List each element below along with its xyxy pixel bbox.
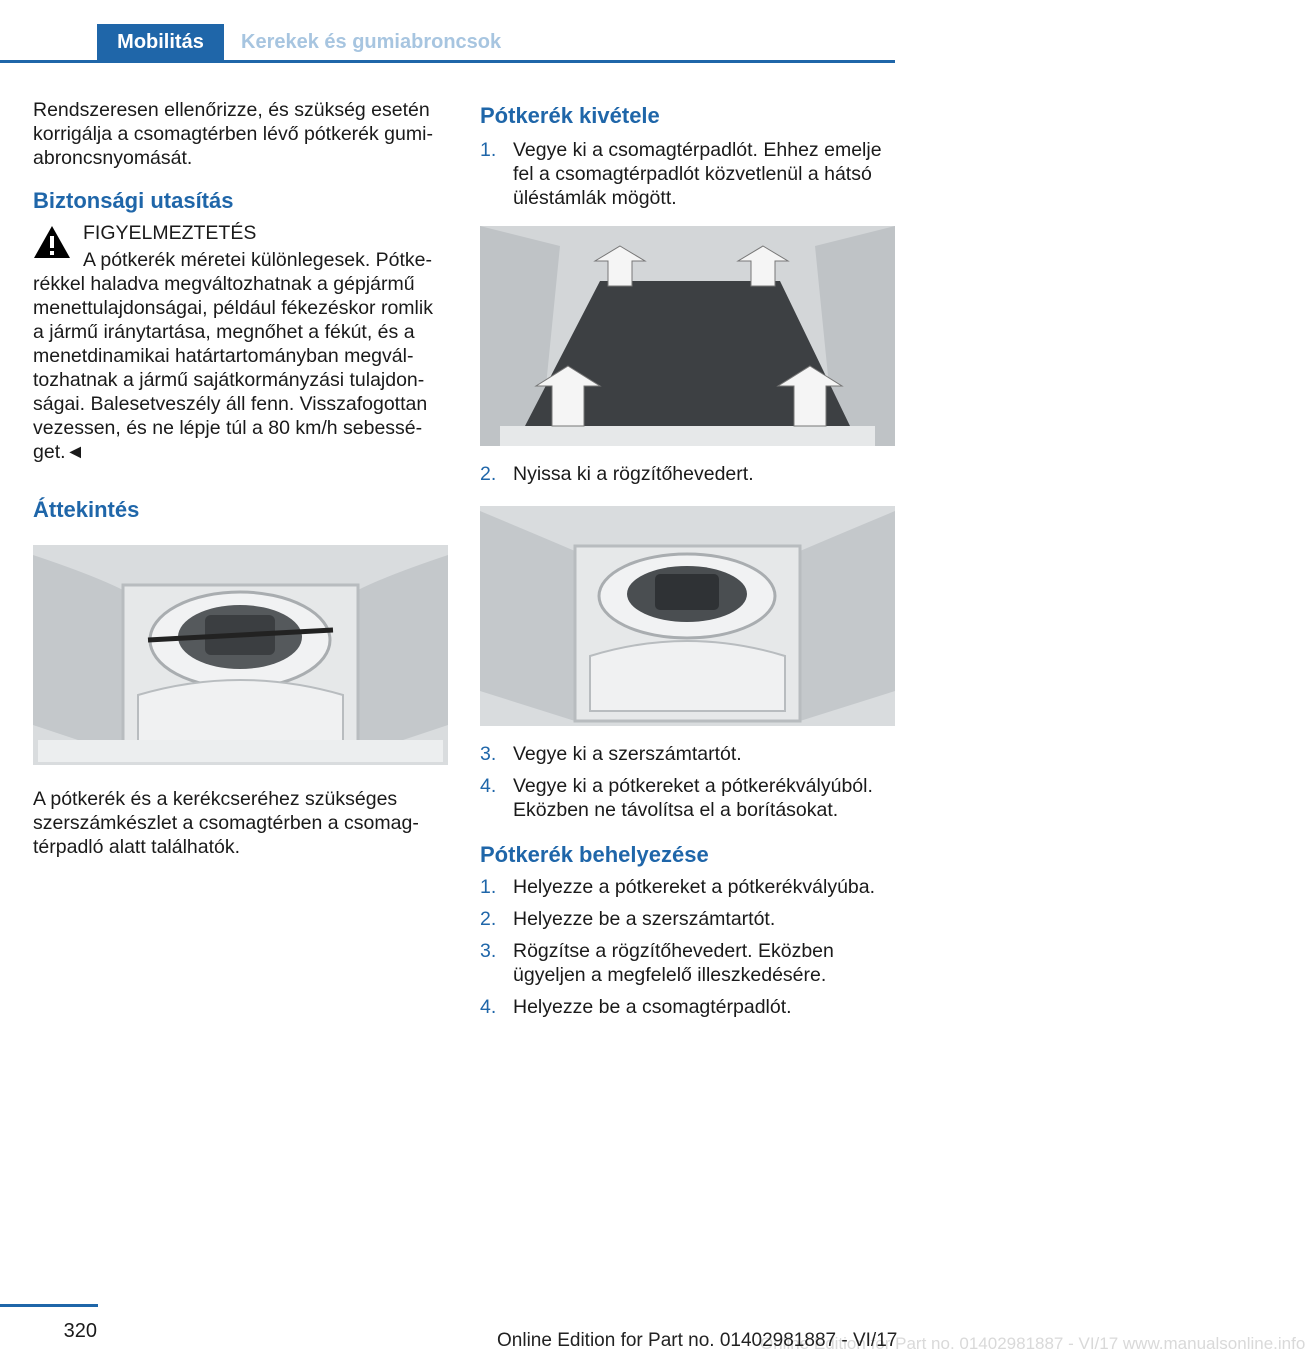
list-item (480, 742, 895, 766)
install-title: Pótkerék behelyezése (480, 842, 709, 867)
list-item (480, 462, 895, 486)
list-item (480, 907, 895, 931)
edition-note: Online Edition for Part no. 01402981887 - VI/17 (497, 1330, 898, 1351)
warning-triangle-icon (33, 225, 71, 259)
removal-title: Pótkerék kivétele (480, 103, 660, 128)
list-item (480, 939, 895, 987)
step-number: 2. (480, 463, 497, 485)
step-number: 4. (480, 775, 497, 797)
footer-rule (0, 1304, 98, 1307)
install-steps (480, 875, 895, 1019)
step-number: 2. (480, 908, 497, 930)
overview-image (33, 545, 448, 765)
step-text: Vegye ki a csomagtérpadlót. Ehhez emelje fel a csomagtérpadlót közvetlenül a hátsó üléstámlák mögött. (513, 139, 882, 209)
overview-title: Áttekintés (33, 497, 140, 522)
header-rule (0, 60, 895, 63)
tab-chapter[interactable]: Mobilitás (97, 24, 224, 60)
step-text: Vegye ki a pótkereket a pótkerékvályúból. Eközben ne távolítsa el a borításokat. (513, 775, 873, 821)
step-text: Vegye ki a szerszámtartót. (513, 743, 742, 765)
step-number: 4. (480, 996, 497, 1018)
step-number: 3. (480, 940, 497, 962)
watermark: Online Edition for Part no. 01402981887 - VI/17 www.manualsonline.info (760, 1334, 1305, 1353)
warning-text: A pótkerék méretei különlegesek. Pótkerékkel haladva megváltozhatnak a gépjármű menettulajdonságai, például fékezéskor romlik a jármű iránytartása, megnőhet a fékút, és a menetdinamikai határtartományban megváltozhatnak a jármű sajátkormányzási tulajdonságai. Balesetveszély áll fenn. Visszafogottan vezessen, és ne lépje túl a 80 km/h sebességet.◄ (33, 249, 433, 463)
list-item (480, 995, 895, 1019)
removal-steps-2 (480, 462, 895, 486)
intro-paragraph: Rendszeresen ellenőrizze, és szükség esetén korrigálja a csomagtérben lévő pótkerék gumiabroncsnyomását. (33, 99, 433, 169)
step-text: Nyissa ki a rögzítőhevedert. (513, 463, 754, 485)
removal-steps-3 (480, 742, 895, 822)
list-item (480, 774, 895, 822)
step-text: Helyezze be a szerszámtartót. (513, 908, 776, 930)
right-column (480, 103, 895, 1027)
page-header (0, 24, 895, 62)
strap-image (480, 506, 895, 726)
step-number: 3. (480, 743, 497, 765)
trunk-floor-image (480, 226, 895, 446)
list-item (480, 875, 895, 899)
left-column (33, 98, 448, 859)
step-text: Rögzítse a rögzítőhevedert. Eközben ügyeljen a megfelelő illeszkedésére. (513, 940, 834, 986)
safety-title: Biztonsági utasítás (33, 188, 234, 213)
page-number: 320 (63, 1320, 97, 1342)
step-text: Helyezze be a csomagtérpadlót. (513, 996, 792, 1018)
warning-block (33, 221, 448, 245)
overview-caption: A pótkerék és a kerékcseréhez szükséges szerszámkészlet a csomagtérben a csomagtérpadló alatt találhatók. (33, 788, 419, 858)
step-text: Helyezze a pótkereket a pótkerékvályúba. (513, 876, 876, 898)
step-number: 1. (480, 139, 497, 161)
list-item (480, 138, 895, 210)
warning-heading: FIGYELMEZTETÉS (83, 222, 257, 244)
step-number: 1. (480, 876, 497, 898)
removal-steps-1 (480, 138, 895, 210)
tab-section[interactable]: Kerekek és gumiabroncsok (241, 30, 502, 53)
